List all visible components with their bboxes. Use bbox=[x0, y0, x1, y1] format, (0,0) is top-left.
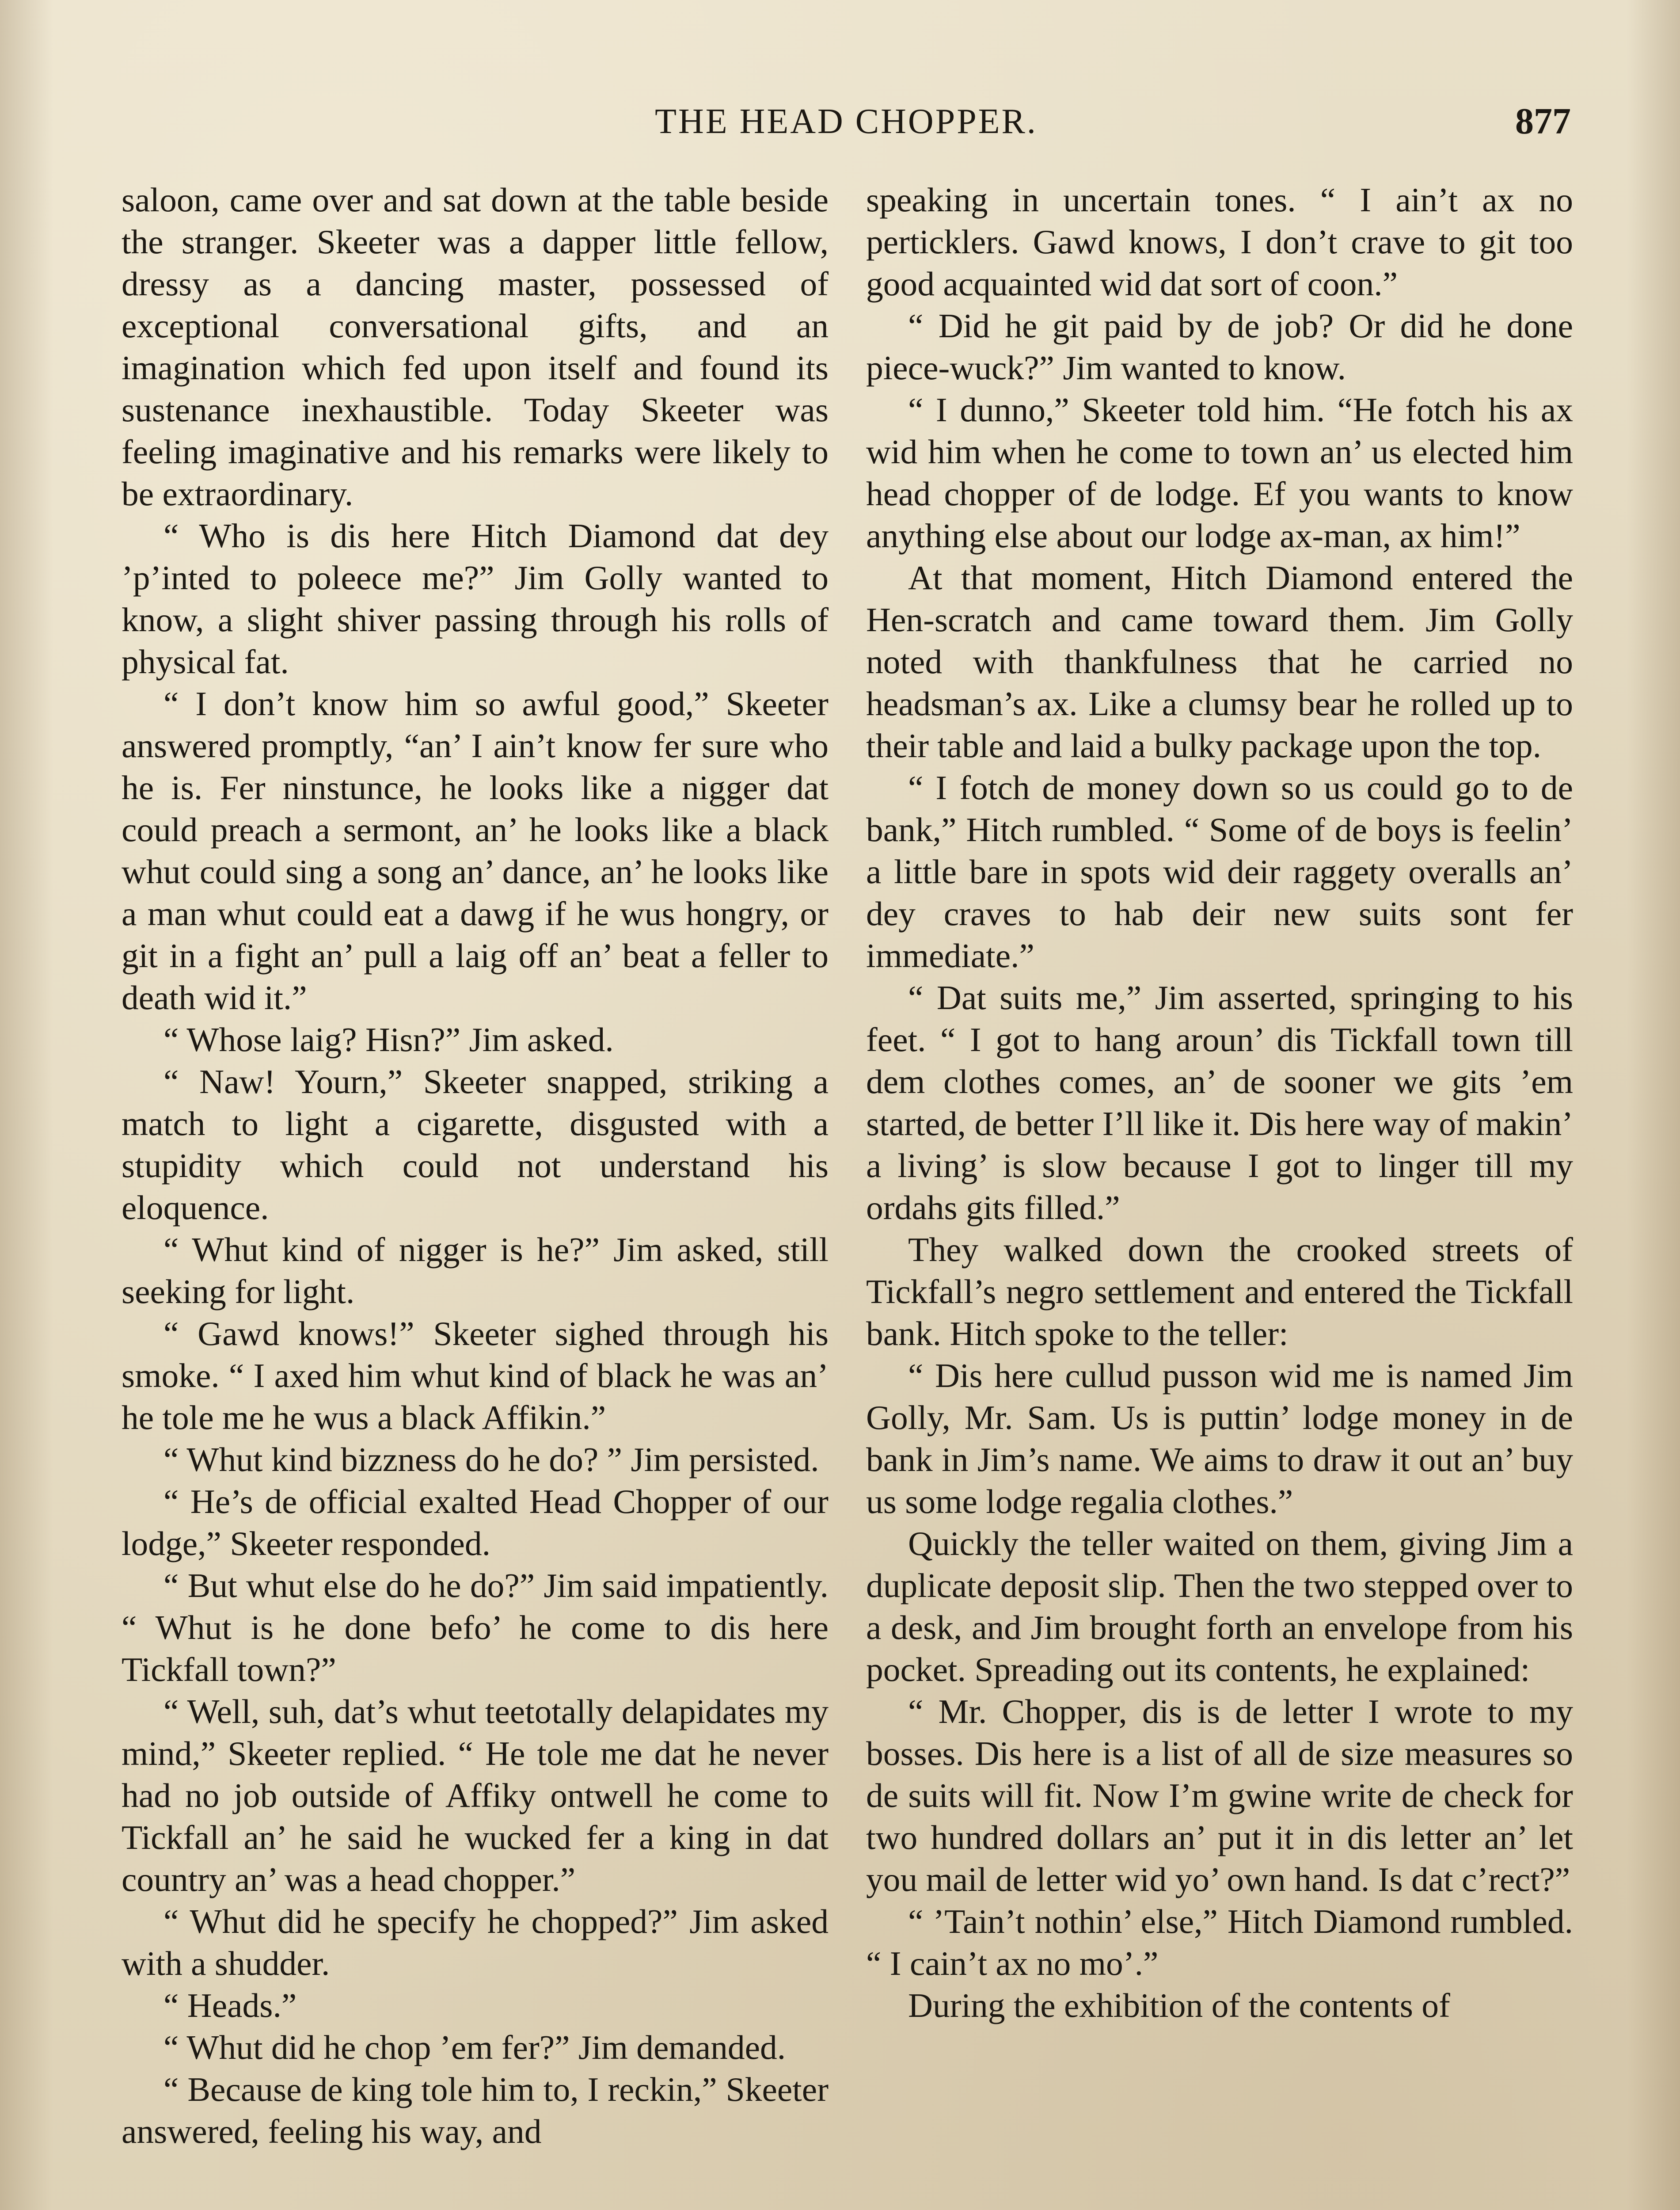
page-edge-shadow-left bbox=[0, 0, 53, 2210]
running-head: THE HEAD CHOPPER. bbox=[655, 102, 1038, 141]
paragraph: “ Whut did he specify he chopped?” Jim asked with a shudder. bbox=[122, 1902, 829, 1982]
paragraph: “ Who is dis here Hitch Diamond dat dey ’p’inted to poleece me?” Jim Golly wanted to know, a slight shiver passing through his rolls of physical fat. bbox=[122, 517, 829, 681]
paragraph: “ Heads.” bbox=[163, 1986, 297, 2024]
paragraph: “ But whut else do he do?” Jim said impatiently. “ Whut is he done befo’ he come to dis here Tickfall town?” bbox=[122, 1566, 829, 1688]
paragraph: “ Whut did he chop ’em fer?” Jim demanded. bbox=[163, 2028, 786, 2066]
right-column bbox=[866, 179, 1573, 2027]
paragraph: “ I fotch de money down so us could go to de bank,” Hitch rumbled. “ Some of de boys is feelin’ a little bare in spots wid deir raggety overalls an’ dey craves to hab deir new suits sont fer immediate.” bbox=[866, 769, 1573, 975]
left-column bbox=[122, 179, 829, 2153]
page-number: 877 bbox=[1515, 101, 1571, 142]
paragraph: “ Whut kind of nigger is he?” Jim asked, still seeking for light. bbox=[122, 1231, 829, 1311]
paragraph: “ ’Tain’t nothin’ else,” Hitch Diamond rumbled. “ I cain’t ax no mo’.” bbox=[866, 1902, 1573, 1982]
paragraph: Quickly the teller waited on them, giving Jim a duplicate deposit slip. Then the two stepped over to a desk, and Jim brought forth an envelope from his pocket. Spreading out its contents, he explained: bbox=[866, 1524, 1573, 1688]
page-header bbox=[122, 91, 1571, 152]
paragraph: During the exhibition of the contents of bbox=[908, 1986, 1450, 2024]
paragraph: At that moment, Hitch Diamond entered the Hen-scratch and came toward them. Jim Golly noted with thankfulness that he carried no headsman’s ax. Like a clumsy bear he rolled up to their table and laid a bulky package upon the top. bbox=[866, 559, 1573, 765]
paragraph: “ Naw! Yourn,” Skeeter snapped, striking a match to light a cigarette, disgusted with a stupidity which could not understand his eloquence. bbox=[122, 1063, 829, 1227]
paragraph: “ Whose laig? Hisn?” Jim asked. bbox=[163, 1021, 614, 1059]
paragraph: They walked down the crooked streets of Tickfall’s negro settlement and entered the Tickfall bank. Hitch spoke to the teller: bbox=[866, 1231, 1573, 1353]
paragraph: “ I don’t know him so awful good,” Skeeter answered promptly, “an’ I ain’t know fer sure who he is. Fer ninstunce, he looks like a nigger dat could preach a sermont, an’ he looks like a black whut could sing a song an’ dance, an’ he looks like a man whut could eat a dawg if he wus hongry, or git in a fight an’ pull a laig off an’ beat a feller to death wid it.” bbox=[122, 685, 829, 1017]
paragraph: saloon, came over and sat down at the table beside the stranger. Skeeter was a dapper little fellow, dressy as a dancing master, possessed of exceptional conversational gifts, and an imagination which fed upon itself and found its sustenance inexhaustible. Today Skeeter was feeling imaginative and his remarks were likely to be extraordinary. bbox=[122, 181, 829, 513]
paragraph: “ Dis here cullud pusson wid me is named Jim Golly, Mr. Sam. Us is puttin’ lodge money in de bank in Jim’s name. We aims to draw it out an’ buy us some lodge regalia clothes.” bbox=[866, 1356, 1573, 1520]
paragraph: “ I dunno,” Skeeter told him. “He fotch his ax wid him when he come to town an’ us elected him head chopper of de lodge. Ef you wants to know anything else about our lodge ax-man, ax him!” bbox=[866, 391, 1573, 555]
paragraph: “ Whut kind bizzness do he do? ” Jim persisted. bbox=[163, 1440, 819, 1478]
paragraph: “ Mr. Chopper, dis is de letter I wrote to my bosses. Dis here is a list of all de size measures so de suits will fit. Now I’m gwine write de check for two hundred dollars an’ put it in dis letter an’ let you mail de letter wid yo’ own hand. Is dat c’rect?” bbox=[866, 1692, 1573, 1898]
paragraph: “ Gawd knows!” Skeeter sighed through his smoke. “ I axed him whut kind of black he was an’ he tole me he wus a black Affikin.” bbox=[122, 1315, 829, 1436]
paragraph: “ Dat suits me,” Jim asserted, springing to his feet. “ I got to hang aroun’ dis Tickfall town till dem clothes comes, an’ de sooner we gits ’em started, de better I’ll like it. Dis here way of makin’ a living’ is slow because I got to linger till my ordahs gits filled.” bbox=[866, 979, 1573, 1227]
paragraph: “ Because de king tole him to, I reckin,” Skeeter answered, feeling his way, and bbox=[122, 2070, 829, 2150]
paragraph: speaking in uncertain tones. “ I ain’t ax no perticklers. Gawd knows, I don’t crave to git too good acquainted wid dat sort of coon.” bbox=[866, 181, 1573, 303]
page-edge-shadow-right bbox=[1627, 0, 1680, 2210]
paragraph: “ Well, suh, dat’s whut teetotally delapidates my mind,” Skeeter replied. “ He tole me dat he never had no job outside of Affiky ontwell he come to Tickfall an’ he said he wucked fer a king in dat country an’ was a head chopper.” bbox=[122, 1692, 829, 1898]
paragraph: “ Did he git paid by de job? Or did he done piece-wuck?” Jim wanted to know. bbox=[866, 307, 1573, 387]
paragraph: “ He’s de official exalted Head Chopper of our lodge,” Skeeter responded. bbox=[122, 1482, 829, 1562]
